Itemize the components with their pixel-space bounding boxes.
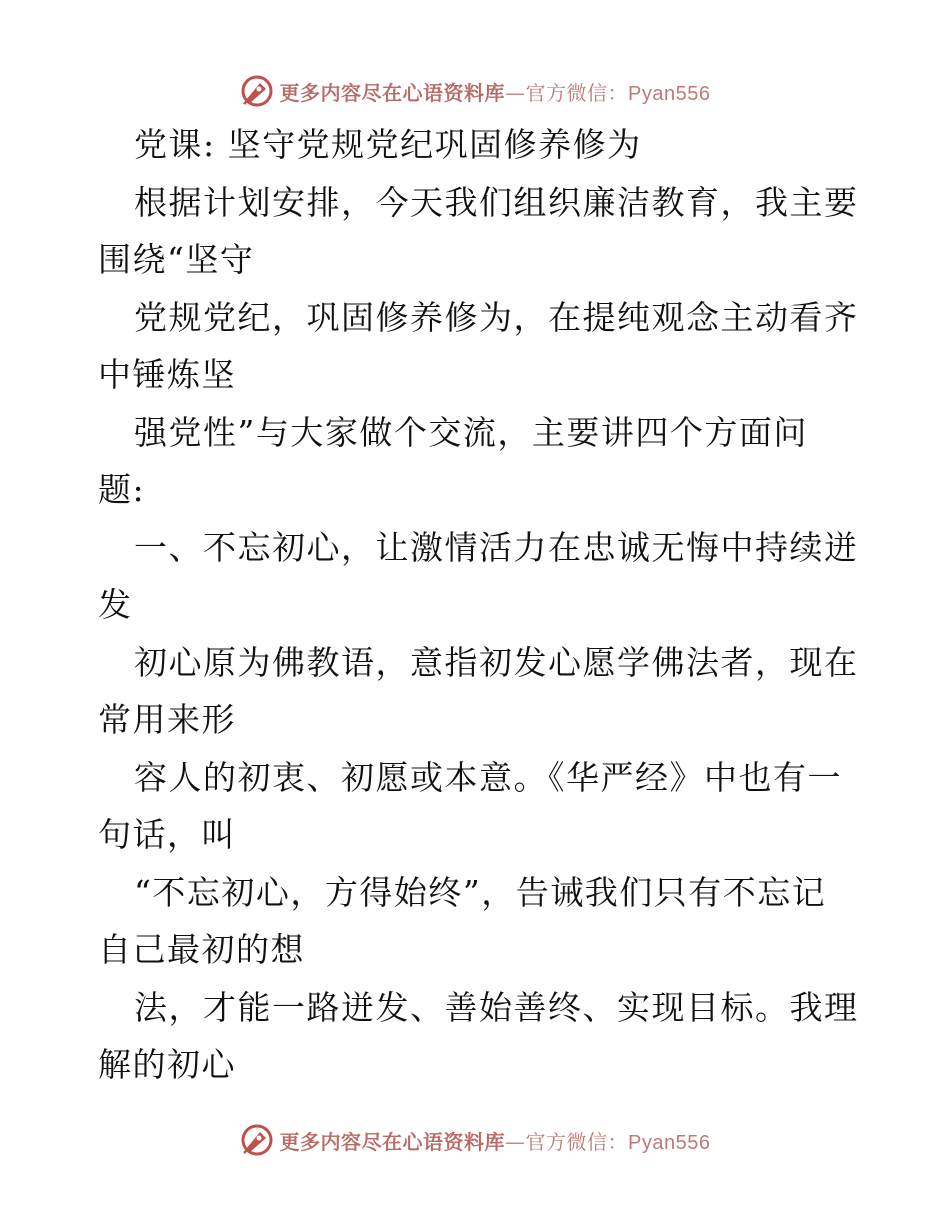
pen-nib-logo-icon [240, 1123, 274, 1157]
banner-text [280, 1126, 711, 1155]
banner-separator: — [505, 80, 526, 105]
text-line: 围绕“坚守 [98, 240, 255, 279]
banner-main-text: 更多内容尽在心语资料库 [279, 80, 506, 105]
pen-nib-logo-icon [240, 74, 274, 108]
banner-wechat-text: 官方微信：Pyan556 [525, 1131, 711, 1154]
text-line: 强党性”与大家做个交流，主要讲四个方面问 [134, 412, 808, 452]
text-line: 发 [98, 585, 133, 624]
text-line: 常用来形 [98, 700, 236, 739]
text-line: 初心原为佛教语，意指初发心愿学佛法者，现在 [134, 642, 859, 682]
text-line: 法，才能一路迸发、善始善终、实现目标。我理 [134, 987, 859, 1027]
text-line: 中锤炼坚 [98, 355, 236, 394]
text-line: 句话，叫 [98, 815, 236, 854]
text-line: 一、不忘初心，让激情活力在忠诚无悔中持续迸 [134, 527, 859, 567]
text-line: 自己最初的想 [98, 930, 305, 969]
document-body [98, 116, 858, 1094]
header-banner [0, 69, 950, 113]
banner-separator: — [505, 1129, 526, 1154]
footer-banner [0, 1118, 950, 1162]
text-line: “不忘初心，方得始终”，告诫我们只有不忘记 [134, 872, 827, 912]
document-title: 党课: 坚守党规党纪巩固修养修为 [134, 125, 642, 164]
text-line: 容人的初衷、初愿或本意。《华严经》中也有一 [134, 757, 842, 797]
text-line: 根据计划安排，今天我们组织廉洁教育，我主要 [134, 182, 859, 222]
banner-main-text: 更多内容尽在心语资料库 [279, 1129, 506, 1154]
text-line: 党规党纪，巩固修养修为，在提纯观念主动看齐 [134, 297, 859, 337]
banner-text [280, 77, 711, 106]
text-line: 解的初心 [98, 1045, 236, 1084]
text-line: 题: [98, 470, 146, 509]
banner-wechat-text: 官方微信：Pyan556 [525, 82, 711, 105]
